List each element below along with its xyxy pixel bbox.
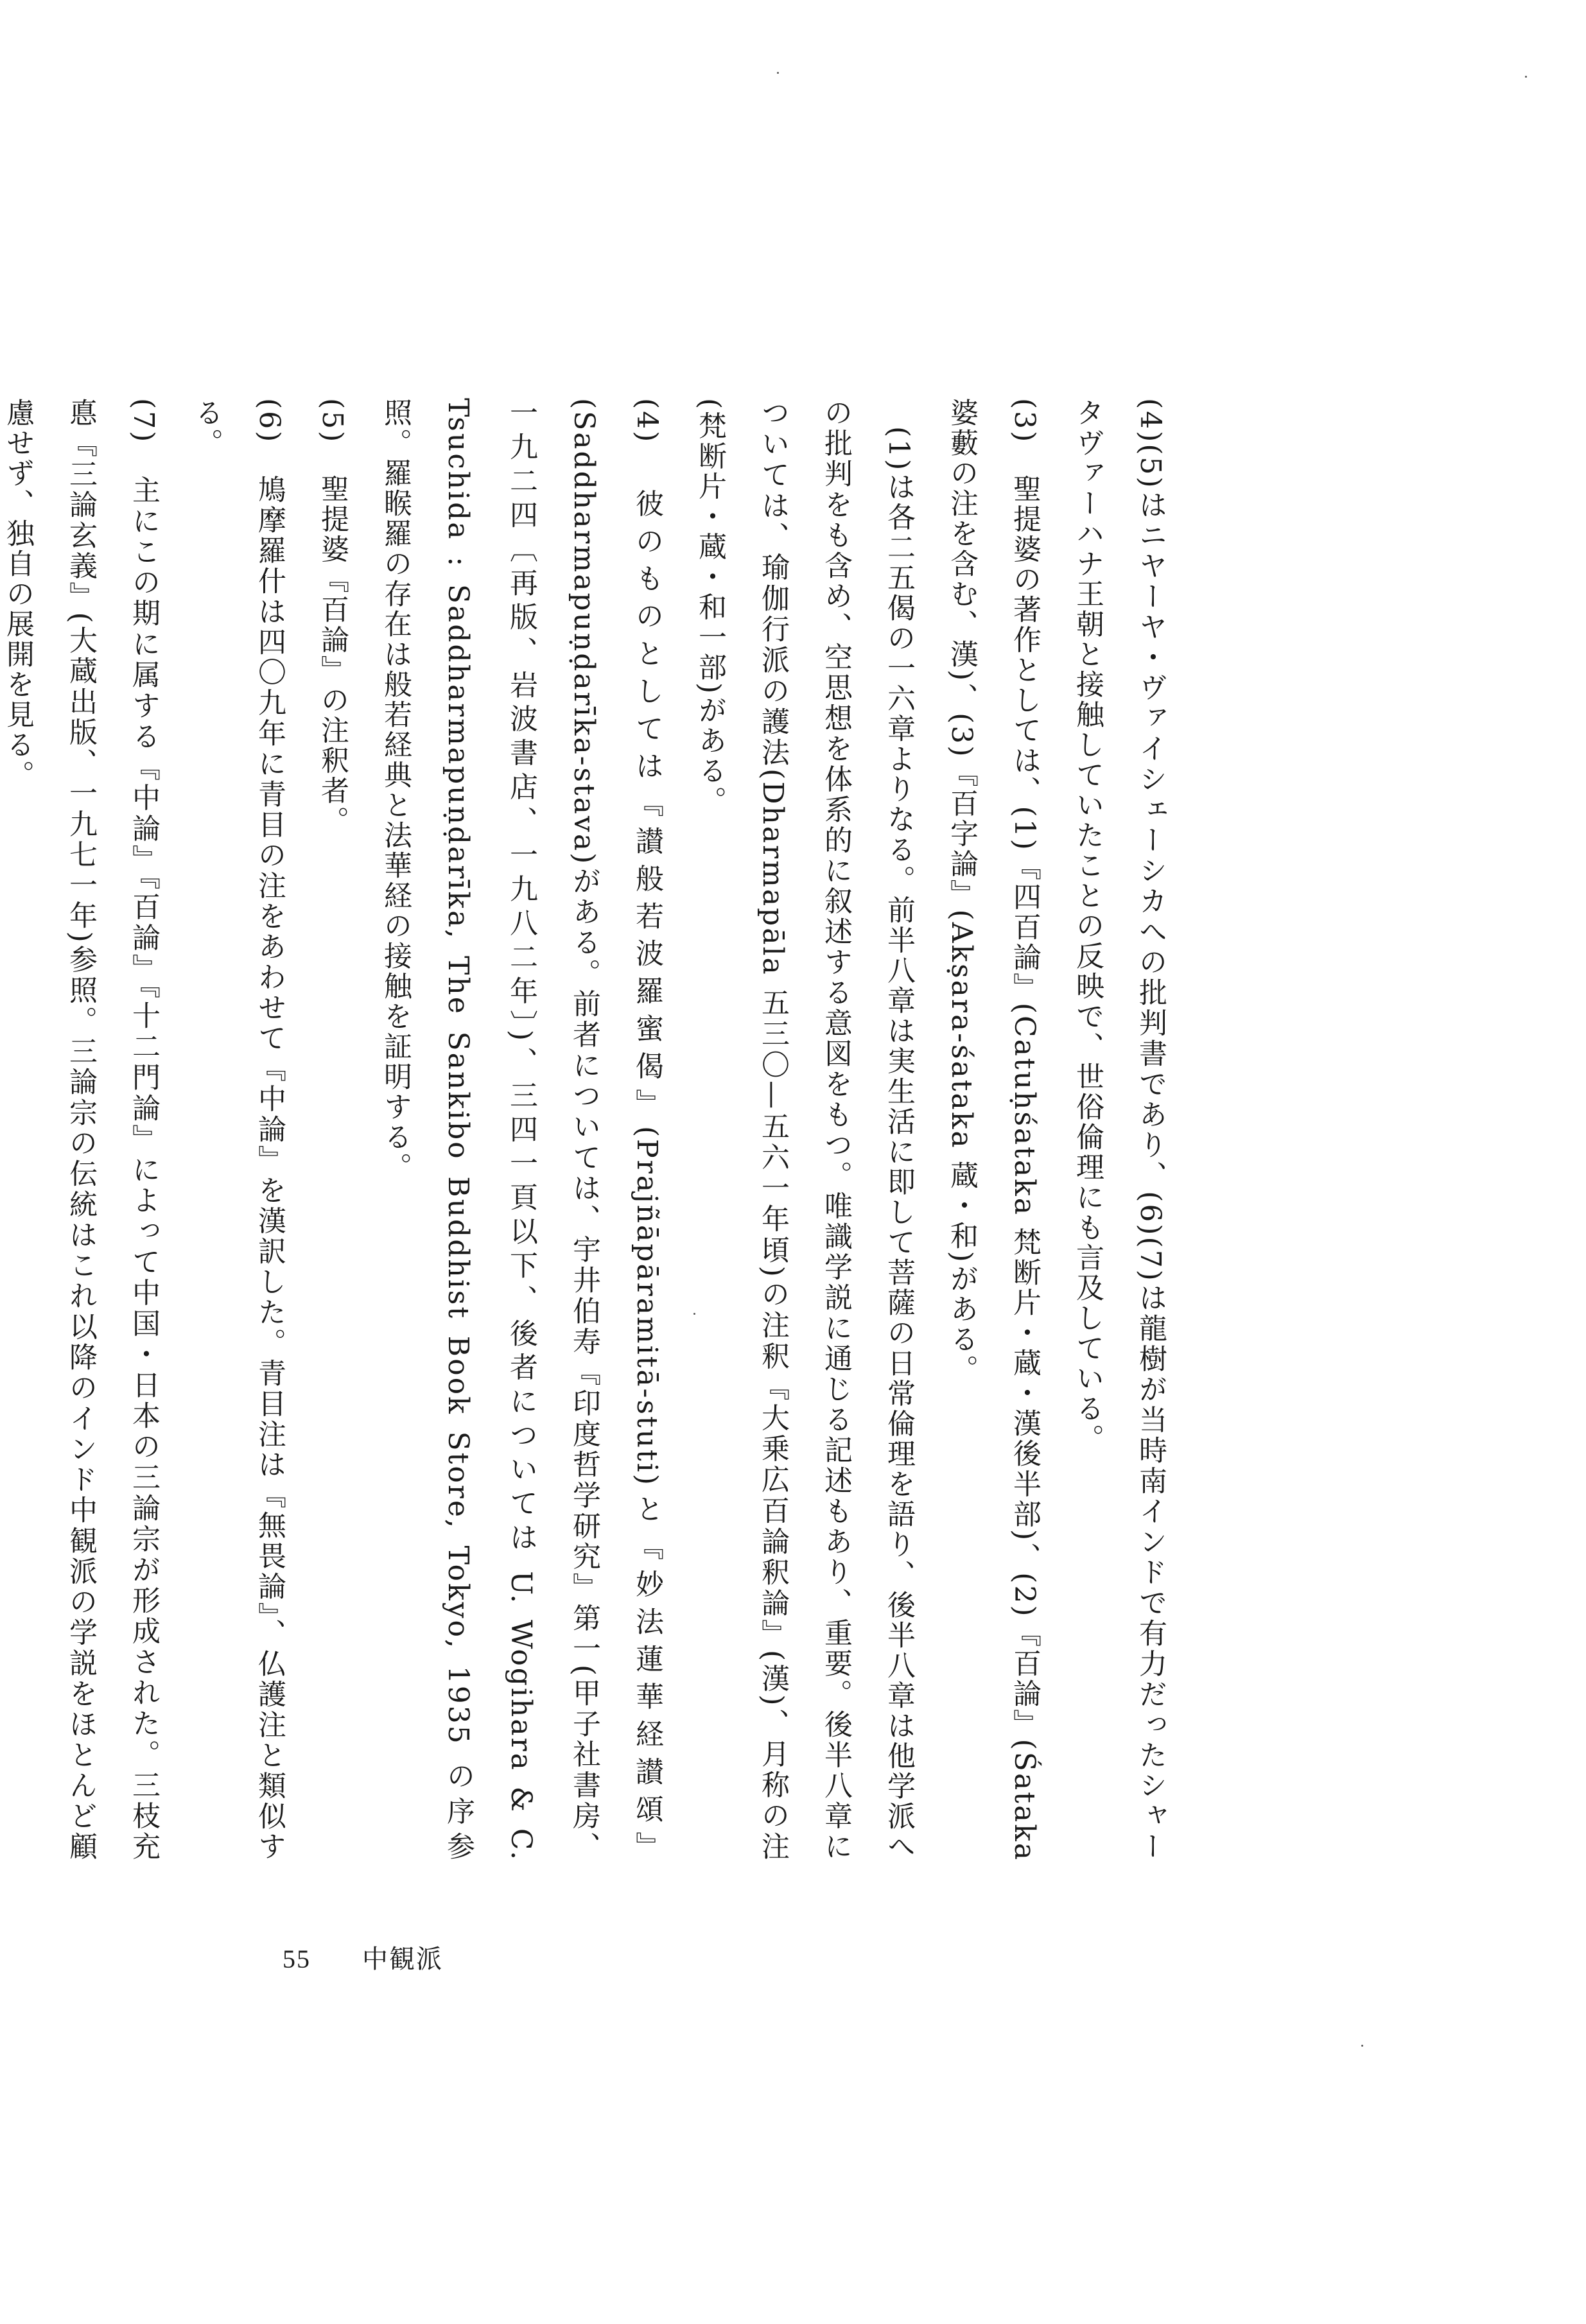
note-paragraph: (6) 鳩摩羅什は四〇九年に青目の注をあわせて『中論』を漢訳した。青目注は『無畏論』、仏護注と類似する。 — [190, 398, 286, 1862]
scan-speck — [693, 1313, 695, 1315]
page-footer — [283, 1939, 443, 1975]
note-paragraph: (7) 主にこの期に属する『中論』『百論』『十二門論』によって中国・日本の三論宗が形成された。三枝充悳『三論玄義』(大蔵出版、一九七一年)参照。三論宗の伝統はこれ以降のインド中観派の学説をほとんど顧慮せず、独自の展開を見る。 — [1, 398, 160, 1862]
scan-speck — [1525, 76, 1527, 78]
page-number: 55 — [283, 1945, 311, 1973]
scan-speck — [1361, 2045, 1363, 2047]
running-head: 中観派 — [362, 1945, 443, 1974]
note-paragraph: (4) 彼のものとしては『讃般若波羅蜜偈』(Prajñāpāramitā-stuti)と『妙法蓮華経讃頌』(Saddharmapuṇḍarīka-stava)がある。前者については、宇井伯寿『印度哲学研究』第一(甲子社書房、一九二四〔再版、岩波書店、一九八二年〕)、三四一頁以下、後者については U. Wogihara & C. Tsuchida : Saddharmapuṇḍarīka, The Sankibo Buddhist Book Store, Tokyo, 1935 の序参照。羅睺羅の存在は般若経典と法華経の接触を証明する。 — [379, 398, 663, 1862]
note-paragraph: (3) 聖提婆の著作としては、(1)『四百論』(Catuḥśataka 梵断片・蔵・漢後半部)、(2)『百論』(Śataka 婆藪の注を含む、漢)、(3)『百字論』(Akṣara-śataka 蔵・和)がある。 — [945, 398, 1041, 1862]
notes-body — [1, 398, 1181, 1862]
note-paragraph: (4)(5)はニヤーヤ・ヴァイシェーシカへの批判書であり、(6)(7)は龍樹が当時南インドで有力だったシャータヴァーハナ王朝と接触していたことの反映で、世俗倫理にも言及している。 — [1071, 398, 1167, 1862]
scan-speck — [777, 72, 779, 74]
note-paragraph: (1)は各二五偈の一六章よりなる。前半八章は実生活に即して菩薩の日常倫理を語り、後半八章は他学派への批判をも含め、空思想を体系的に叙述する意図をもつ。唯識学説に通じる記述もあり、重要。後半八章については、瑜伽行派の護法(Dharmapāla 五三〇—五六一年頃)の注釈『大乗広百論釈論』(漢)、月称の注(梵断片・蔵・和一部)がある。 — [693, 398, 915, 1862]
note-paragraph: (5) 聖提婆『百論』の注釈者。 — [316, 398, 349, 837]
